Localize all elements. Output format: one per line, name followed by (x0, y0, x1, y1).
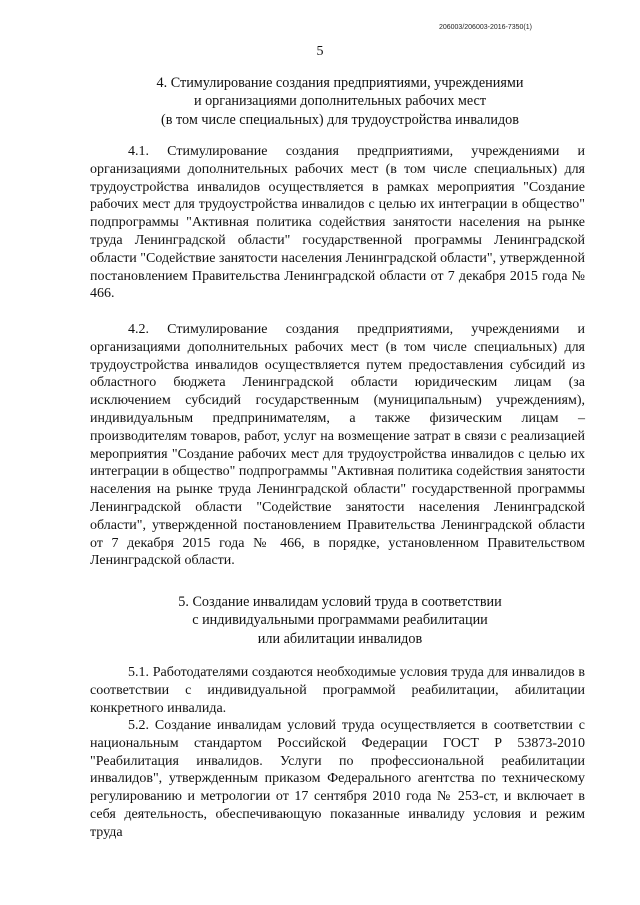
section-4-title (90, 74, 590, 129)
document-id: 206003/206003-2016-7350(1) (438, 24, 532, 31)
paragraph-4-1: 4.1. Стимулирование создания предприятиями, учреждениями и организациями дополнительных рабочих мест (в том числе специальных) для трудоустройства инвалидов осуществляется в рамках мероприятия "Создание рабочих мест для трудоустройства инвалидов с целью их интеграции в общество" подпрограммы "Активная политика содействия занятости населения на рынке труда Ленинградской области" государственной программы Ленинградской области "Содействие занятости населения Ленинградской области", утвержденной постановлением Правительства Ленинградской области от 7 декабря 2015 года № 466. (90, 144, 585, 302)
section-5-title-line: 5. Создание инвалидам условий труда в соответствии (178, 594, 502, 610)
section-4-title-line: 4. Стимулирование создания предприятиями, учреждениями (156, 75, 524, 91)
section-4-title-line: (в том числе специальных) для трудоустройства инвалидов (161, 111, 519, 128)
paragraph-5-2: 5.2. Создание инвалидам условий труда осуществляется в соответствии с национальным стандартом Российской Федерации ГОСТ Р 53873-2010 "Реабилитация инвалидов. Услуги по профессиональной реабилитации инвалидов", утвержденным приказом Федерального агентства по техническому регулированию и метрологии от 17 сентября 2010 года № 253-ст, и включает в себя деятельность, обеспечивающую показанные инвалиду условия и режим труда (90, 718, 585, 840)
page-number: 5 (316, 44, 324, 59)
section-5-title-line: или абилитации инвалидов (257, 630, 423, 647)
section-5-title (90, 593, 590, 648)
paragraph-4-2: 4.2. Стимулирование создания предприятиями, учреждениями и организациями дополнительных рабочих мест (в том числе специальных) для трудоустройства инвалидов осуществляется путем предоставления субсидий из областного бюджета Ленинградской области юридическим лицам (за исключением субсидий государственным (муниципальным) учреждениям), индивидуальным предпринимателям, а также физическим лицам – производителям товаров, работ, услуг на возмещение затрат в связи с реализацией мероприятия "Создание рабочих мест для трудоустройства инвалидов с целью их интеграции в общество" подпрограммы "Активная политика содействия занятости населения на рынке труда Ленинградской области" государственной программы Ленинградской области "Содействие занятости населения Ленинградской области", утвержденной постановлением Правительства Ленинградской области от 7 декабря 2015 года № 466, в порядке, установленном Правительством Ленинградской области. (90, 322, 585, 569)
paragraph-5-1: 5.1. Работодателями создаются необходимые условия труда для инвалидов в соответствии с индивидуальной программой реабилитации, абилитации конкретного инвалида. (90, 665, 585, 716)
section-5-title-line: с индивидуальными программами реабилитации (192, 612, 488, 629)
section-4-title-line: и организациями дополнительных рабочих мест (193, 93, 487, 110)
